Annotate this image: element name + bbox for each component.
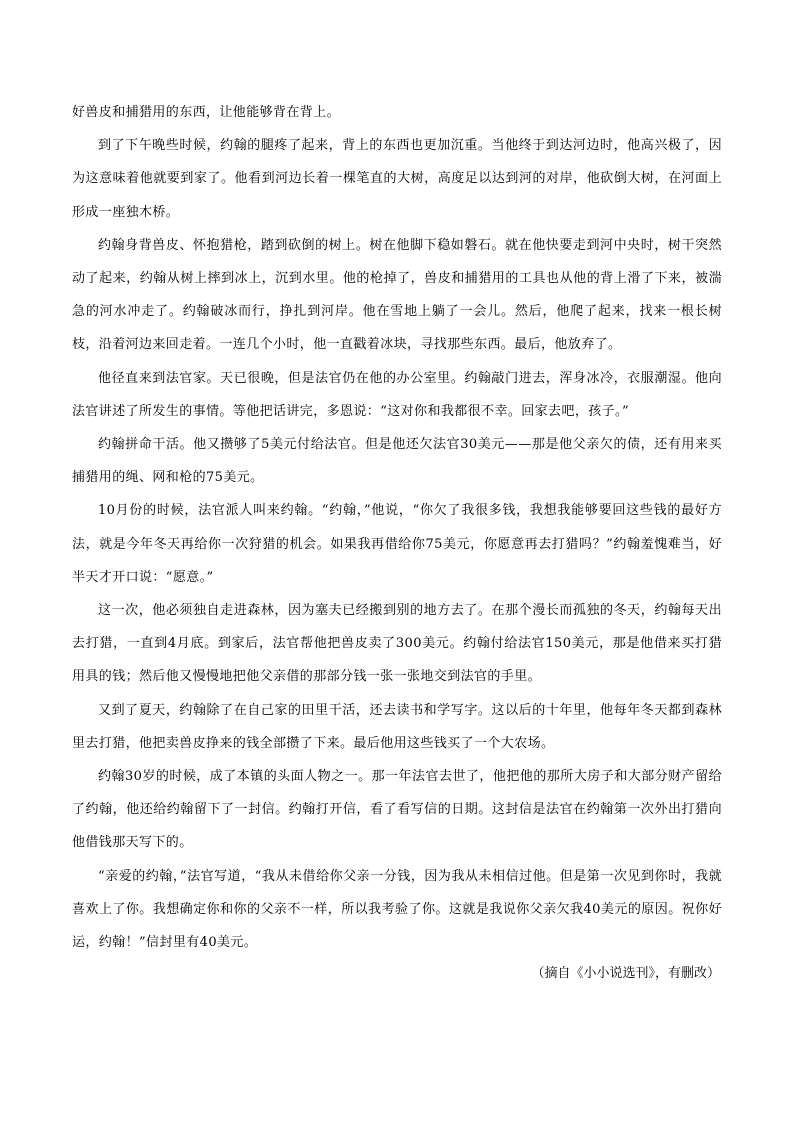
document-page (72, 96, 722, 987)
paragraph-october-offer: 10月份的时候，法官派人叫来约翰。“约翰，”他说，“你欠了我很多钱，我想我能够要回这些钱的最好方法，就是今年冬天再给你一次狩猎的机会。如果我再借给你75美元，你愿意再去打猎吗？”约翰羞愧难当，好半天才开口说：“愿意。” (72, 503, 722, 585)
paragraph-falling-into-river: 约翰身背兽皮、怀抱猎枪，踏到砍倒的树上。树在他脚下稳如磐石。就在他快要走到河中央时，树干突然动了起来，约翰从树上摔到冰上，沉到水里。他的枪掉了，兽皮和捕猎用的工具也从他的背上滑了下来，被湍急的河水冲走了。约翰破冰而行，挣扎到河岸。他在雪地上躺了一会儿。然后，他爬了起来，找来一根长树枝，沿着河边来回走着。一连几个小时，他一直戳着冰块，寻找那些东西。最后，他放弃了。 (72, 237, 722, 353)
source-attribution: （摘自《小小说选刊》，有删改） (531, 966, 720, 982)
paragraph-visit-judge: 他径直来到法官家。天已很晚，但是法官仍在他的办公室里。约翰敲门进去，浑身冰冷，衣服潮湿。他向法官讲述了所发生的事情。等他把话讲完，多恩说：“这对你和我都很不幸。回家去吧，孩子。” (72, 370, 722, 419)
paragraph-judge-letter: “亲爱的约翰，”法官写道，“我从未借给你父亲一分钱，因为我从未相信过他。但是第一次见到你时，我就喜欢上了你。我想确定你和你的父亲不一样，所以我考验了你。这就是我说你父亲欠我40美元的原因。祝你好运，约翰！”信封里有40美元。 (72, 868, 722, 951)
paragraph-hard-work: 约翰拼命干活。他又攒够了5美元付给法官。但是他还欠法官30美元——那是他父亲欠的债，还有用来买捕猎用的绳、网和枪的75美元。 (72, 437, 722, 486)
paragraph-judge-death: 约翰30岁的时候，成了本镇的头面人物之一。那一年法官去世了，他把他的那所大房子和大部分财产留给了约翰，他还给约翰留下了一封信。约翰打开信，看了看写信的日期。这封信是法官在约翰第一次外出打猎向他借钱那天写下的。 (72, 769, 722, 851)
paragraph-continuation: 好兽皮和捕猎用的东西，让他能够背在背上。 (72, 105, 341, 120)
paragraph-hunting-alone: 这一次，他必须独自走进森林，因为塞夫已经搬到别的地方去了。在那个漫长而孤独的冬天，约翰每天出去打猎，一直到4月底。到家后，法官帮他把兽皮卖了300美元。约翰付给法官150美元，那是他借来买打猎用具的钱；然后他又慢慢地把他父亲借的那部分钱一张一张地交到法官的手里。 (72, 603, 722, 685)
paragraph-summer-farm: 又到了夏天，约翰除了在自己家的田里干活，还去读书和学写字。这以后的十年里，他每年冬天都到森林里去打猎，他把卖兽皮挣来的钱全部攒了下来。最后他用这些钱买了一个大农场。 (72, 702, 722, 751)
paragraph-reaching-river: 到了下午晚些时候，约翰的腿疼了起来，背上的东西也更加沉重。当他终于到达河边时，他高兴极了，因为这意味着他就要到家了。他看到河边长着一棵笔直的大树，高度足以达到河的对岸，他砍倒大树，在河面上形成一座独木桥。 (72, 138, 722, 220)
